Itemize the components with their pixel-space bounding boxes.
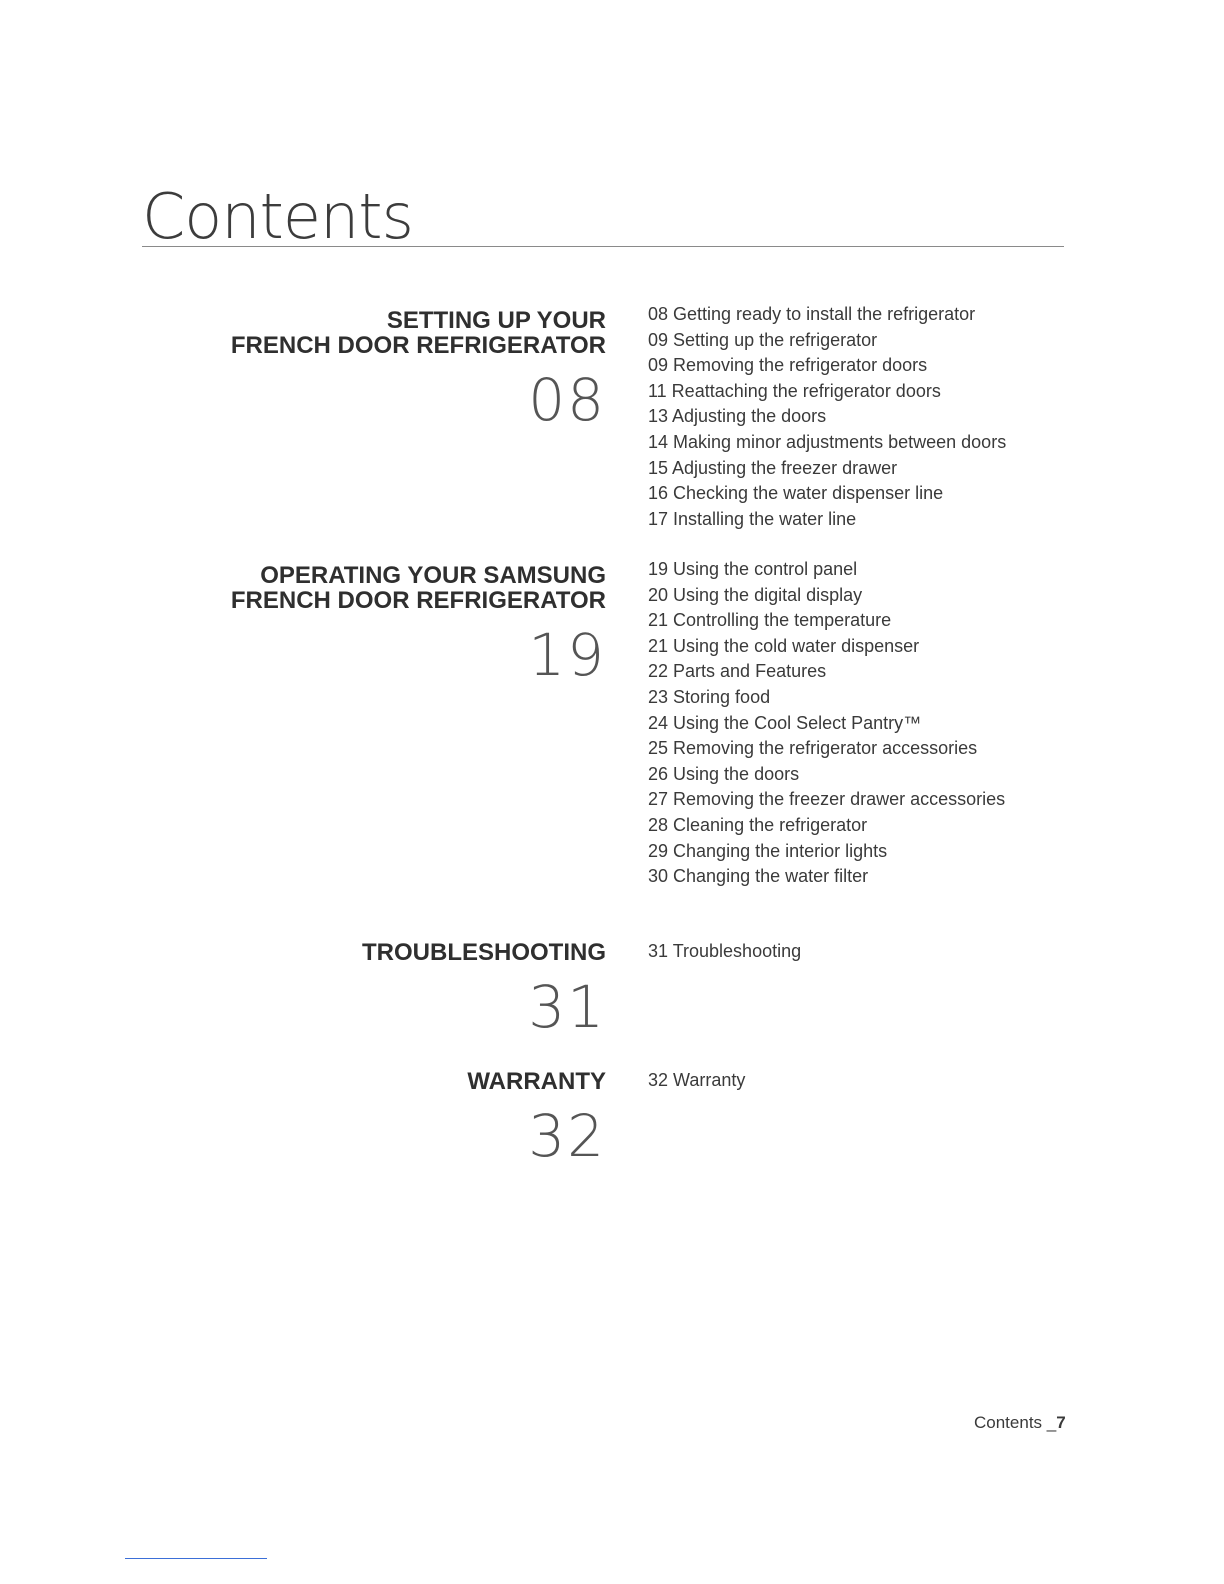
footer-label: Contents _ bbox=[974, 1413, 1057, 1432]
toc-item[interactable]: 15 Adjusting the freezer drawer bbox=[648, 457, 898, 478]
toc-item[interactable]: 17 Installing the water line bbox=[648, 508, 857, 529]
toc-item[interactable]: 09 Removing the refrigerator doors bbox=[648, 355, 928, 376]
toc-item[interactable]: 20 Using the digital display bbox=[648, 584, 863, 605]
section-heading bbox=[362, 940, 606, 965]
toc-item[interactable]: 26 Using the doors bbox=[648, 763, 800, 784]
toc-item[interactable]: 13 Adjusting the doors bbox=[648, 406, 827, 427]
title-block bbox=[142, 180, 1064, 253]
toc-item[interactable]: 09 Setting up the refrigerator bbox=[648, 329, 878, 350]
section-number: 31 bbox=[528, 973, 606, 1041]
toc-item[interactable]: 30 Changing the water filter bbox=[648, 866, 869, 887]
section-heading bbox=[467, 1069, 606, 1094]
section-item-list bbox=[648, 939, 801, 965]
toc-item[interactable]: 14 Making minor adjustments between doors bbox=[648, 431, 1007, 452]
section-heading bbox=[231, 308, 606, 358]
heading-line: WARRANTY bbox=[467, 1068, 606, 1095]
heading-line: FRENCH DOOR REFRIGERATOR bbox=[230, 587, 606, 614]
toc-item[interactable]: 31 Troubleshooting bbox=[648, 941, 802, 961]
section-item-list bbox=[648, 557, 1005, 890]
toc-item[interactable]: 27 Removing the freezer drawer accessories bbox=[648, 789, 1006, 810]
section-heading bbox=[231, 563, 606, 613]
toc-item[interactable]: 21 Using the cold water dispenser bbox=[648, 635, 920, 656]
section-left bbox=[230, 562, 606, 689]
heading-line: OPERATING YOUR SAMSUNG bbox=[260, 562, 606, 589]
section-number: 08 bbox=[528, 366, 606, 434]
section-number: 19 bbox=[528, 621, 606, 689]
toc-item[interactable]: 32 Warranty bbox=[648, 1070, 746, 1090]
heading-line: TROUBLESHOOTING bbox=[362, 939, 606, 966]
section-number: 32 bbox=[528, 1102, 606, 1170]
section-item-list bbox=[648, 302, 1006, 532]
toc-item[interactable]: 23 Storing food bbox=[648, 686, 771, 707]
bottom-divider bbox=[125, 1558, 267, 1559]
section-left bbox=[362, 939, 606, 1041]
toc-item[interactable]: 29 Changing the interior lights bbox=[648, 840, 888, 861]
toc-item[interactable]: 24 Using the Cool Select Pantry™ bbox=[648, 712, 922, 733]
page-footer bbox=[974, 1413, 1066, 1433]
toc-item[interactable]: 08 Getting ready to install the refrigerator bbox=[648, 304, 976, 324]
toc-item[interactable]: 11 Reattaching the refrigerator doors bbox=[648, 380, 941, 401]
heading-line: FRENCH DOOR REFRIGERATOR bbox=[230, 332, 606, 359]
toc-item[interactable]: 19 Using the control panel bbox=[648, 559, 858, 579]
toc-item[interactable]: 16 Checking the water dispenser line bbox=[648, 483, 944, 504]
section-item-list bbox=[648, 1068, 745, 1094]
section-left bbox=[230, 307, 606, 434]
page-title: Contents bbox=[142, 180, 413, 253]
toc-item[interactable]: 22 Parts and Features bbox=[648, 661, 827, 682]
heading-line: SETTING UP YOUR bbox=[386, 307, 606, 334]
toc-item[interactable]: 28 Cleaning the refrigerator bbox=[648, 814, 868, 835]
toc-item[interactable]: 25 Removing the refrigerator accessories bbox=[648, 738, 978, 759]
toc-item[interactable]: 21 Controlling the temperature bbox=[648, 610, 892, 631]
page-number: 7 bbox=[1056, 1413, 1066, 1432]
section-left bbox=[467, 1068, 606, 1170]
